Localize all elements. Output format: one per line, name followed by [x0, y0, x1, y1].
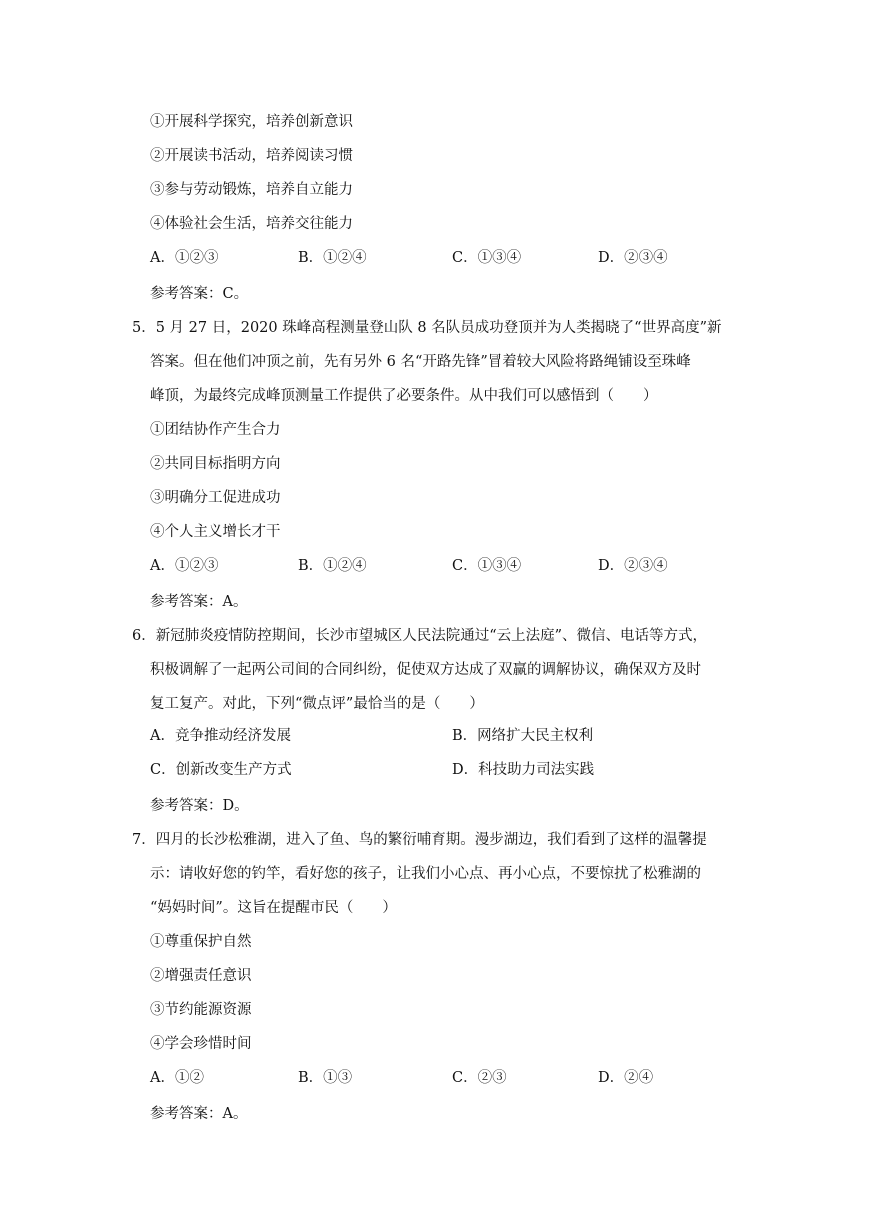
q5-item-1: ①团结协作产生合力: [150, 422, 281, 438]
q7-option-d: D．②④: [598, 1070, 654, 1086]
q4-answer: 参考答案：C。: [150, 286, 249, 302]
q4-item-1: ①开展科学探究，培养创新意识: [150, 114, 353, 130]
q5-item-4: ④个人主义增长才干: [150, 524, 281, 540]
q5-stem-line-2: 答案。但在他们冲顶之前，先有另外 6 名“开路先锋”冒着较大风险将路绳铺设至珠峰: [150, 354, 691, 370]
q4-options: [150, 248, 750, 268]
q6-option-a: A．竞争推动经济发展: [150, 728, 291, 744]
q6-stem-line-1: 6．新冠肺炎疫情防控期间，长沙市望城区人民法院通过“云上法庭”、微信、电话等方式，: [132, 628, 708, 644]
q6-option-c: C．创新改变生产方式: [150, 762, 292, 778]
q5-option-c: C．①③④: [452, 558, 522, 574]
q5-options: [150, 556, 750, 576]
q4-option-d: D．②③④: [598, 250, 668, 266]
q7-answer: 参考答案：A。: [150, 1106, 248, 1122]
q5-stem-line-3: 峰顶，为最终完成峰顶测量工作提供了必要条件。从中我们可以感悟到（ ）: [150, 388, 658, 404]
q4-item-4: ④体验社会生活，培养交往能力: [150, 216, 353, 232]
q5-item-2: ②共同目标指明方向: [150, 456, 281, 472]
q4-item-3: ③参与劳动锻炼，培养自立能力: [150, 182, 353, 198]
q7-option-a: A．①②: [150, 1070, 204, 1086]
q6-option-b: B．网络扩大民主权利: [452, 728, 594, 744]
q7-item-2: ②增强责任意识: [150, 968, 252, 984]
q7-stem-line-2: 示：请收好您的钓竿，看好您的孩子，让我们小心点、再小心点，不要惊扰了松雅湖的: [150, 866, 701, 882]
q6-stem-line-2: 积极调解了一起两公司间的合同纠纷，促使双方达成了双赢的调解协议，确保双方及时: [150, 662, 701, 678]
q7-option-b: B．①③: [298, 1070, 353, 1086]
q4-option-a: A．①②③: [150, 250, 219, 266]
q7-options: [150, 1068, 750, 1088]
q6-stem-line-3: 复工复产。对此，下列“微点评”最恰当的是（ ）: [150, 696, 484, 712]
q5-option-a: A．①②③: [150, 558, 219, 574]
q6-answer: 参考答案：D。: [150, 798, 249, 814]
q7-item-1: ①尊重保护自然: [150, 934, 252, 950]
q7-stem-line-1: 7．四月的长沙松雅湖，进入了鱼、鸟的繁衍哺育期。漫步湖边，我们看到了这样的温馨提: [132, 832, 707, 848]
q6-options-row-2: [150, 760, 750, 780]
q6-options-row-1: [150, 726, 750, 746]
q6-option-d: D．科技助力司法实践: [452, 762, 595, 778]
q5-item-3: ③明确分工促进成功: [150, 490, 281, 506]
q4-option-b: B．①②④: [298, 250, 367, 266]
q7-item-3: ③节约能源资源: [150, 1002, 252, 1018]
q7-option-c: C．②③: [452, 1070, 507, 1086]
q4-item-2: ②开展读书活动，培养阅读习惯: [150, 148, 353, 164]
q5-answer: 参考答案：A。: [150, 594, 248, 610]
q5-option-d: D．②③④: [598, 558, 668, 574]
q7-stem-line-3: “妈妈时间”。这旨在提醒市民（ ）: [150, 900, 397, 916]
q5-stem-line-1: 5．5 月 27 日，2020 珠峰高程测量登山队 8 名队员成功登顶并为人类揭晓了“世界高度”新: [132, 320, 722, 336]
q4-option-c: C．①③④: [452, 250, 522, 266]
q7-item-4: ④学会珍惜时间: [150, 1036, 252, 1052]
q5-option-b: B．①②④: [298, 558, 367, 574]
